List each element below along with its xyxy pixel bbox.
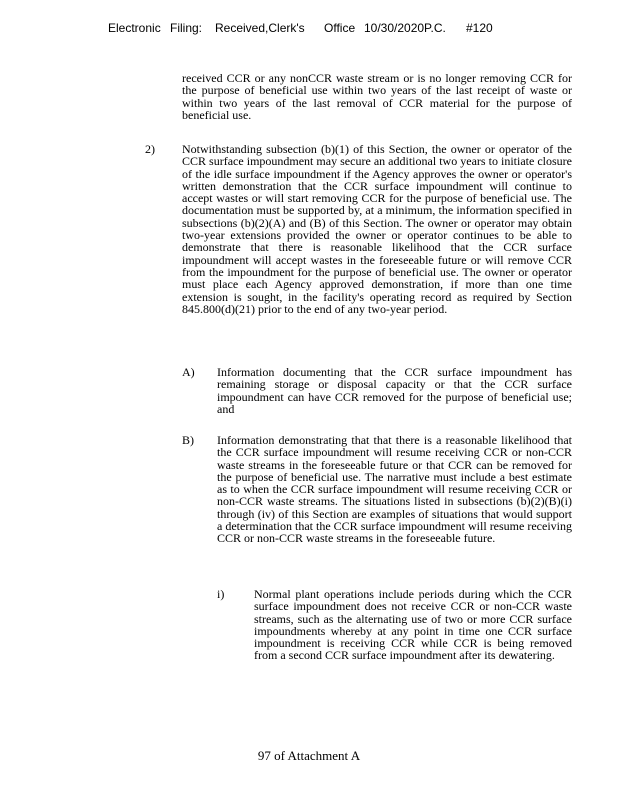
item-a-marker: A) — [182, 365, 195, 379]
item-a-paragraph: Information documenting that the CCR surface impoundment has remaining storage or disposal capacity or that the CCR surface impoundment can have CCR removed for the purpose of beneficial use; and — [217, 365, 572, 416]
continued-paragraph: received CCR or any nonCCR waste stream or is no longer removing CCR for the purpose of beneficial use within two years of the last receipt of waste or within two years of the last removal of CCR material for the purpose of beneficial use. — [182, 71, 572, 122]
header-office: Office — [324, 21, 356, 35]
item-2-marker: 2) — [145, 142, 155, 156]
page-footer: 97 of Attachment A — [257, 748, 361, 763]
filing-header — [108, 21, 528, 39]
header-received: Received,Clerk's — [215, 21, 305, 35]
header-electronic: Electronic — [108, 21, 161, 35]
item-2-paragraph: Notwithstanding subsection (b)(1) of this Section, the owner or operator of the CCR surface impoundment may secure an additional two years to initiate closure of the idle surface impoundment if the Agency approves the owner or operator's written demonstration that the CCR surface impoundment will continue to accept wastes or will start removing CCR for the purpose of beneficial use. The documentation must be supported by, at a minimum, the information specified in subsections (b)(2)(A) and (B) of this Section. The owner or operator may obtain two-year extensions provided the owner or operator continues to be able to demonstrate that there is reasonable likelihood that the CCR surface impoundment will accept wastes in the foreseeable future or will remove CCR from the impoundment for the purpose of beneficial use. The owner or operator must place each Agency approved demonstration, if more than one time extension is sought, in the facility's operating record as required by Section 845.800(d)(21) prior to the end of any two-year period. — [182, 142, 572, 316]
item-b-paragraph: Information demonstrating that that there is a reasonable likelihood that the CCR surface impoundment will resume receiving CCR or non-CCR waste streams in the foreseeable future or that CCR can be removed for the purpose of beneficial use. The narrative must include a best estimate as to when the CCR surface impoundment will resume receiving CCR or non-CCR waste streams. The situations listed in subsections (b)(2)(B)(i) through (iv) of this Section are examples of situations that would support a determination that the CCR surface impoundment will resume receiving CCR or non-CCR waste streams in the foreseeable future. — [217, 433, 572, 546]
header-doc-number: #120 — [466, 21, 493, 35]
header-date: 10/30/2020P.C. — [364, 21, 446, 35]
item-i-paragraph: Normal plant operations include periods during which the CCR surface impoundment does not receive CCR or non-CCR waste streams, such as the alternating use of two or more CCR surface impoundments whereby at any point in time one CCR surface impoundment is receiving CCR while CCR is being removed from a second CCR surface impoundment after its dewatering. — [254, 587, 572, 663]
item-i-marker: i) — [217, 587, 225, 601]
header-filing: Filing: — [170, 21, 203, 35]
item-b-marker: B) — [182, 433, 194, 447]
